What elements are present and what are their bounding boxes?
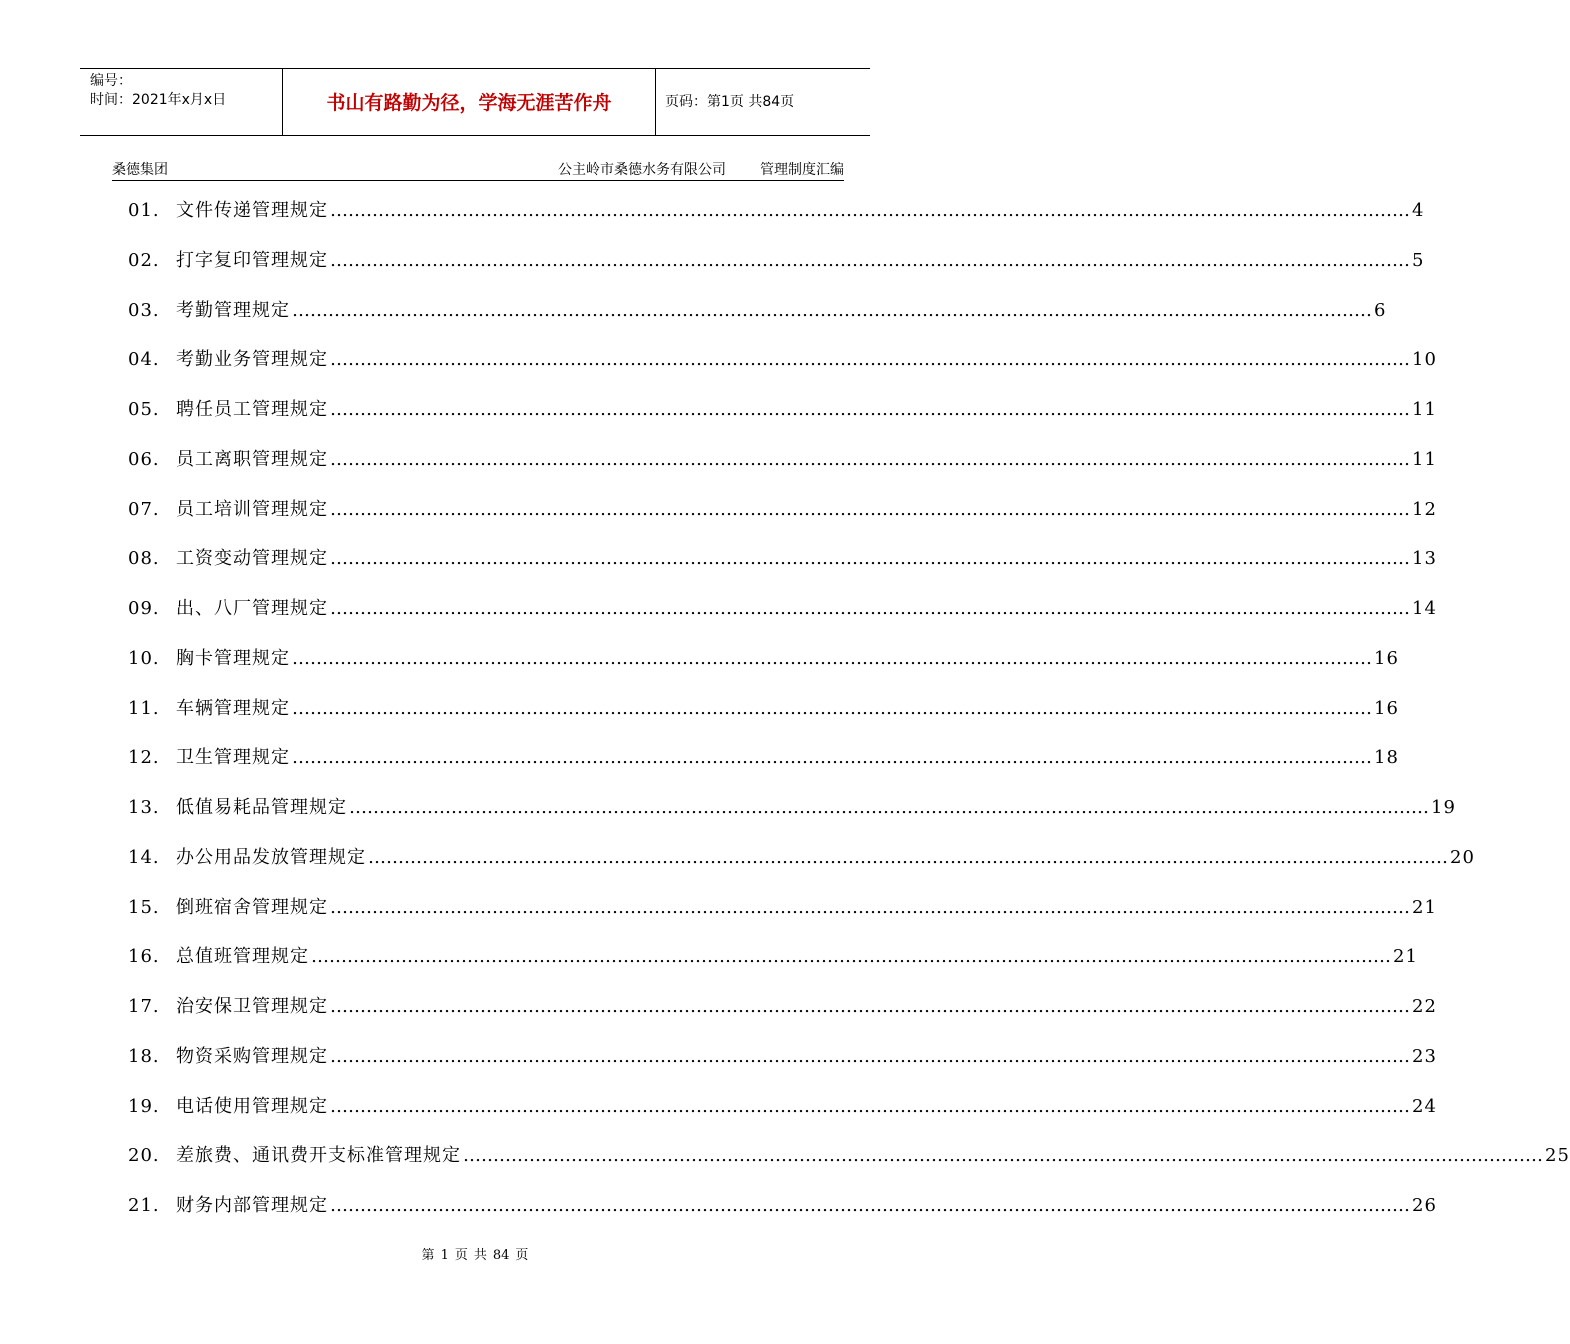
toc-entry-number: 21. <box>128 1195 160 1216</box>
toc-leader-dots: ……………………………………………………………………………………………………………………………………………………………… <box>330 548 1410 570</box>
toc-entry-page: 20 <box>1450 846 1475 868</box>
group-name: 桑德集团 <box>112 162 168 178</box>
footer-current-page: 1 <box>440 1248 449 1263</box>
toc-entry-title: 电话使用管理规定 <box>176 1095 328 1117</box>
toc-entry-number: 10. <box>128 647 160 669</box>
toc-entry[interactable] <box>128 743 1399 793</box>
toc-entry-page: 6 <box>1374 299 1387 321</box>
toc-leader-dots: ……………………………………………………………………………………………………………………………………………………………… <box>292 647 1372 669</box>
toc-entry-page: 23 <box>1412 1045 1437 1067</box>
running-header-right <box>558 160 844 180</box>
toc-entry-title: 物资采购管理规定 <box>176 1045 328 1067</box>
toc-entry-page: 12 <box>1412 498 1437 520</box>
toc-entry-title: 卫生管理规定 <box>176 747 290 769</box>
toc-entry-number: 12. <box>128 747 160 769</box>
toc-entry[interactable] <box>128 395 1437 445</box>
motto-text: 书山有路勤为径，学海无涯苦作舟 <box>282 69 656 135</box>
toc-entry-page: 11 <box>1412 448 1437 470</box>
toc-entry-page: 16 <box>1374 697 1399 719</box>
toc-entry[interactable] <box>128 843 1475 893</box>
toc-entry[interactable] <box>128 495 1437 545</box>
toc-entry[interactable] <box>128 793 1456 843</box>
toc-entry[interactable] <box>128 445 1437 495</box>
toc-entry[interactable] <box>128 1191 1437 1241</box>
toc-entry-number: 15. <box>128 896 160 918</box>
toc-entry[interactable] <box>128 992 1437 1042</box>
toc-leader-dots: ……………………………………………………………………………………………………………………………………………………………… <box>330 1045 1410 1067</box>
toc-entry[interactable] <box>128 196 1425 246</box>
toc-entry[interactable] <box>128 644 1399 694</box>
toc-entry[interactable] <box>128 246 1425 296</box>
toc-leader-dots: ……………………………………………………………………………………………………………………………………………………………… <box>330 996 1410 1017</box>
toc-entry-title: 打字复印管理规定 <box>176 249 328 271</box>
footer-text: 页 <box>454 1248 468 1263</box>
page-info: 页码：第1页 共84页 <box>665 94 795 110</box>
toc-entry-number: 19. <box>128 1095 160 1117</box>
toc-entry[interactable] <box>128 1141 1570 1191</box>
toc-leader-dots: ……………………………………………………………………………………………………………………………………………………………… <box>292 697 1372 719</box>
toc-leader-dots: ……………………………………………………………………………………………………………………………………………………………… <box>349 797 1429 818</box>
toc-entry-number: 13. <box>128 797 160 818</box>
running-header <box>112 160 844 181</box>
toc-entry-page: 5 <box>1412 249 1425 271</box>
toc-entry[interactable] <box>128 694 1399 744</box>
toc-entry-title: 低值易耗品管理规定 <box>176 797 347 818</box>
toc-entry-title: 聘任员工管理规定 <box>176 399 328 420</box>
toc-entry-title: 员工培训管理规定 <box>176 498 328 520</box>
doc-meta-cell <box>80 69 282 135</box>
toc-entry-title: 文件传递管理规定 <box>176 200 328 221</box>
toc-entry-page: 10 <box>1412 349 1437 371</box>
toc-entry-number: 07. <box>128 498 160 520</box>
toc-entry[interactable] <box>128 942 1418 992</box>
footer-total-pages: 84 <box>492 1248 510 1263</box>
toc-entry-page: 18 <box>1374 747 1399 769</box>
toc-entry-title: 员工离职管理规定 <box>176 448 328 470</box>
document-name: 管理制度汇编 <box>760 162 844 178</box>
toc-entry-title: 工资变动管理规定 <box>176 548 328 570</box>
doc-number-label: 编号： <box>90 73 132 89</box>
toc-entry-page: 19 <box>1431 797 1456 818</box>
toc-leader-dots: ……………………………………………………………………………………………………………………………………………………………… <box>463 1145 1543 1167</box>
toc-entry[interactable] <box>128 893 1437 943</box>
toc-entry-page: 13 <box>1412 548 1437 570</box>
toc-leader-dots: ……………………………………………………………………………………………………………………………………………………………… <box>330 598 1410 619</box>
toc-leader-dots: ……………………………………………………………………………………………………………………………………………………………… <box>330 349 1410 371</box>
document-info-table <box>80 68 870 136</box>
toc-entry-title: 胸卡管理规定 <box>176 647 290 669</box>
toc-leader-dots: ……………………………………………………………………………………………………………………………………………………………… <box>330 1095 1410 1117</box>
toc-entry[interactable] <box>128 1042 1437 1092</box>
toc-entry-number: 03. <box>128 299 160 321</box>
toc-entry-number: 05. <box>128 399 160 420</box>
toc-entry-title: 差旅费、通讯费开支标准管理规定 <box>176 1145 461 1167</box>
toc-leader-dots: ……………………………………………………………………………………………………………………………………………………………… <box>368 846 1448 868</box>
toc-leader-dots: ……………………………………………………………………………………………………………………………………………………………… <box>330 896 1410 918</box>
toc-entry-title: 考勤业务管理规定 <box>176 349 328 371</box>
toc-entry-number: 08. <box>128 548 160 570</box>
toc-entry-page: 26 <box>1412 1195 1437 1216</box>
toc-entry-number: 11. <box>128 697 160 719</box>
toc-entry-title: 总值班管理规定 <box>176 946 309 968</box>
toc-entry-page: 24 <box>1412 1095 1437 1117</box>
toc-leader-dots: ……………………………………………………………………………………………………………………………………………………………… <box>292 747 1372 769</box>
table-of-contents <box>128 196 1570 1241</box>
toc-leader-dots: ……………………………………………………………………………………………………………………………………………………………… <box>292 299 1372 321</box>
toc-entry-title: 治安保卫管理规定 <box>176 996 328 1017</box>
toc-entry-page: 21 <box>1393 946 1418 968</box>
toc-entry-number: 17. <box>128 996 160 1017</box>
toc-entry-title: 车辆管理规定 <box>176 697 290 719</box>
toc-entry[interactable] <box>128 544 1437 594</box>
toc-leader-dots: ……………………………………………………………………………………………………………………………………………………………… <box>330 498 1410 520</box>
toc-entry-number: 02. <box>128 249 160 271</box>
toc-entry-number: 18. <box>128 1045 160 1067</box>
toc-entry-title: 考勤管理规定 <box>176 299 290 321</box>
toc-entry-number: 06. <box>128 448 160 470</box>
toc-entry-page: 21 <box>1412 896 1437 918</box>
toc-leader-dots: ……………………………………………………………………………………………………………………………………………………………… <box>311 946 1391 968</box>
toc-leader-dots: ……………………………………………………………………………………………………………………………………………………………… <box>330 399 1410 420</box>
toc-entry[interactable] <box>128 594 1437 644</box>
toc-entry-page: 11 <box>1412 399 1437 420</box>
toc-entry-page: 4 <box>1412 200 1425 221</box>
company-name: 公主岭市桑德水务有限公司 <box>558 162 726 178</box>
toc-entry-title: 办公用品发放管理规定 <box>176 846 366 868</box>
toc-entry-title: 出、八厂管理规定 <box>176 598 328 619</box>
toc-entry-number: 04. <box>128 349 160 371</box>
toc-entry-page: 14 <box>1412 598 1437 619</box>
toc-entry[interactable] <box>128 345 1437 395</box>
toc-entry-page: 22 <box>1412 996 1437 1017</box>
toc-leader-dots: ……………………………………………………………………………………………………………………………………………………………… <box>330 1195 1410 1216</box>
toc-entry-title: 倒班宿舍管理规定 <box>176 896 328 918</box>
toc-entry-number: 09. <box>128 598 160 619</box>
footer-text: 页 <box>515 1248 529 1263</box>
toc-entry-number: 01. <box>128 200 160 221</box>
toc-entry[interactable] <box>128 1092 1437 1142</box>
footer-text: 共 <box>473 1248 487 1263</box>
doc-time-label: 时间：2021年x月x日 <box>90 92 227 108</box>
toc-entry-number: 14. <box>128 846 160 868</box>
page-footer <box>0 1244 950 1263</box>
toc-leader-dots: ……………………………………………………………………………………………………………………………………………………………… <box>330 200 1410 221</box>
toc-entry-number: 16. <box>128 946 160 968</box>
toc-entry[interactable] <box>128 296 1387 346</box>
toc-entry-title: 财务内部管理规定 <box>176 1195 328 1216</box>
toc-entry-number: 20. <box>128 1145 160 1167</box>
toc-leader-dots: ……………………………………………………………………………………………………………………………………………………………… <box>330 448 1410 470</box>
toc-entry-page: 16 <box>1374 647 1399 669</box>
toc-entry-page: 25 <box>1545 1145 1570 1167</box>
toc-leader-dots: ……………………………………………………………………………………………………………………………………………………………… <box>330 249 1410 271</box>
footer-text: 第 <box>421 1248 435 1263</box>
